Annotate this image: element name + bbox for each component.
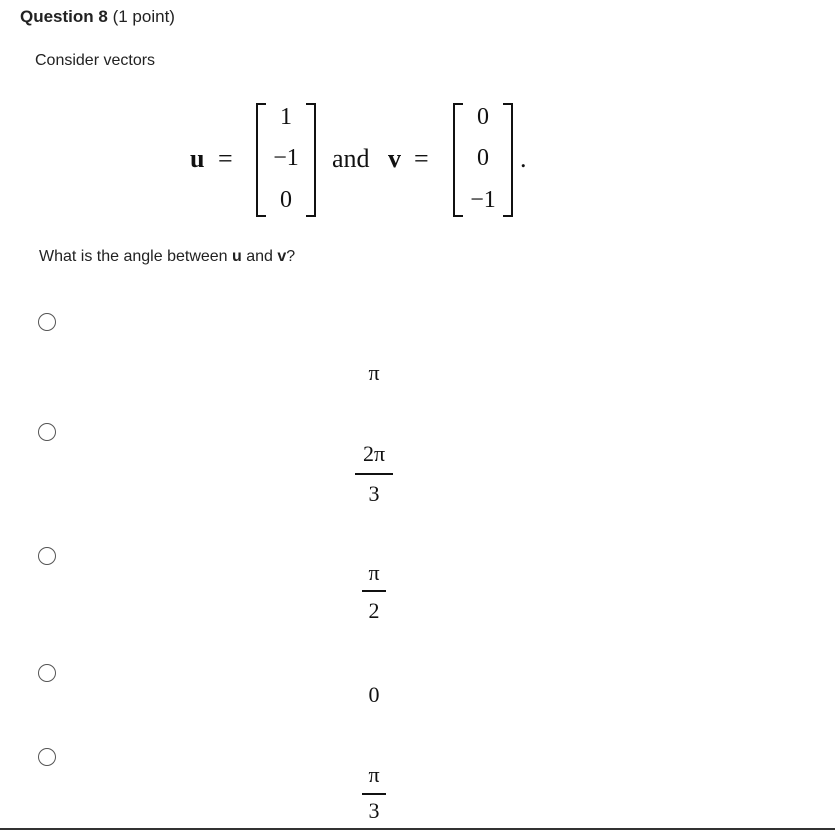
- option-2-radio[interactable]: [38, 423, 56, 441]
- prompt-suffix: ?: [286, 248, 296, 265]
- fraction-bar: [362, 793, 386, 795]
- option-5-denominator: 3: [368, 798, 380, 823]
- v-symbol: v: [388, 144, 401, 173]
- option-3-numerator: π: [368, 560, 380, 585]
- u-entry-1: 1: [280, 104, 292, 130]
- u-entry-3: 0: [280, 187, 292, 213]
- option-2-numerator: 2π: [362, 441, 386, 466]
- question-prompt: [39, 246, 295, 268]
- fraction-bar: [355, 473, 393, 475]
- option-3-denominator: 2: [368, 598, 380, 623]
- option-1-radio[interactable]: [38, 313, 56, 331]
- v-matrix: [453, 103, 513, 215]
- vector-equation: [0, 0, 835, 240]
- equals-sign-v: =: [414, 144, 429, 173]
- option-1-label: π: [368, 360, 380, 385]
- fraction-bar: [362, 590, 386, 592]
- prompt-and: and: [241, 248, 278, 265]
- option-3-radio[interactable]: [38, 547, 56, 565]
- bottom-divider: [0, 828, 835, 830]
- u-matrix: [256, 103, 316, 215]
- v-entry-2: 0: [477, 145, 489, 171]
- question-points: (1 point): [112, 7, 175, 26]
- question-intro: Consider vectors: [35, 52, 156, 69]
- equation-period: .: [520, 144, 527, 173]
- u-entry-2: −1: [273, 145, 299, 171]
- option-2-denominator: 3: [368, 481, 380, 506]
- prompt-prefix: What is the angle between: [39, 248, 233, 265]
- u-symbol: u: [190, 144, 205, 173]
- option-4-radio[interactable]: [38, 664, 56, 682]
- option-5-radio[interactable]: [38, 748, 56, 766]
- question-number: Question 8: [20, 7, 108, 26]
- prompt-u: u: [232, 248, 242, 265]
- v-entry-3: −1: [470, 187, 496, 213]
- and-word: and: [332, 144, 370, 173]
- option-4-label: 0: [368, 682, 380, 707]
- option-5-numerator: π: [368, 762, 380, 787]
- prompt-v: v: [277, 248, 287, 265]
- equals-sign-u: =: [218, 144, 233, 173]
- v-entry-1: 0: [477, 104, 489, 130]
